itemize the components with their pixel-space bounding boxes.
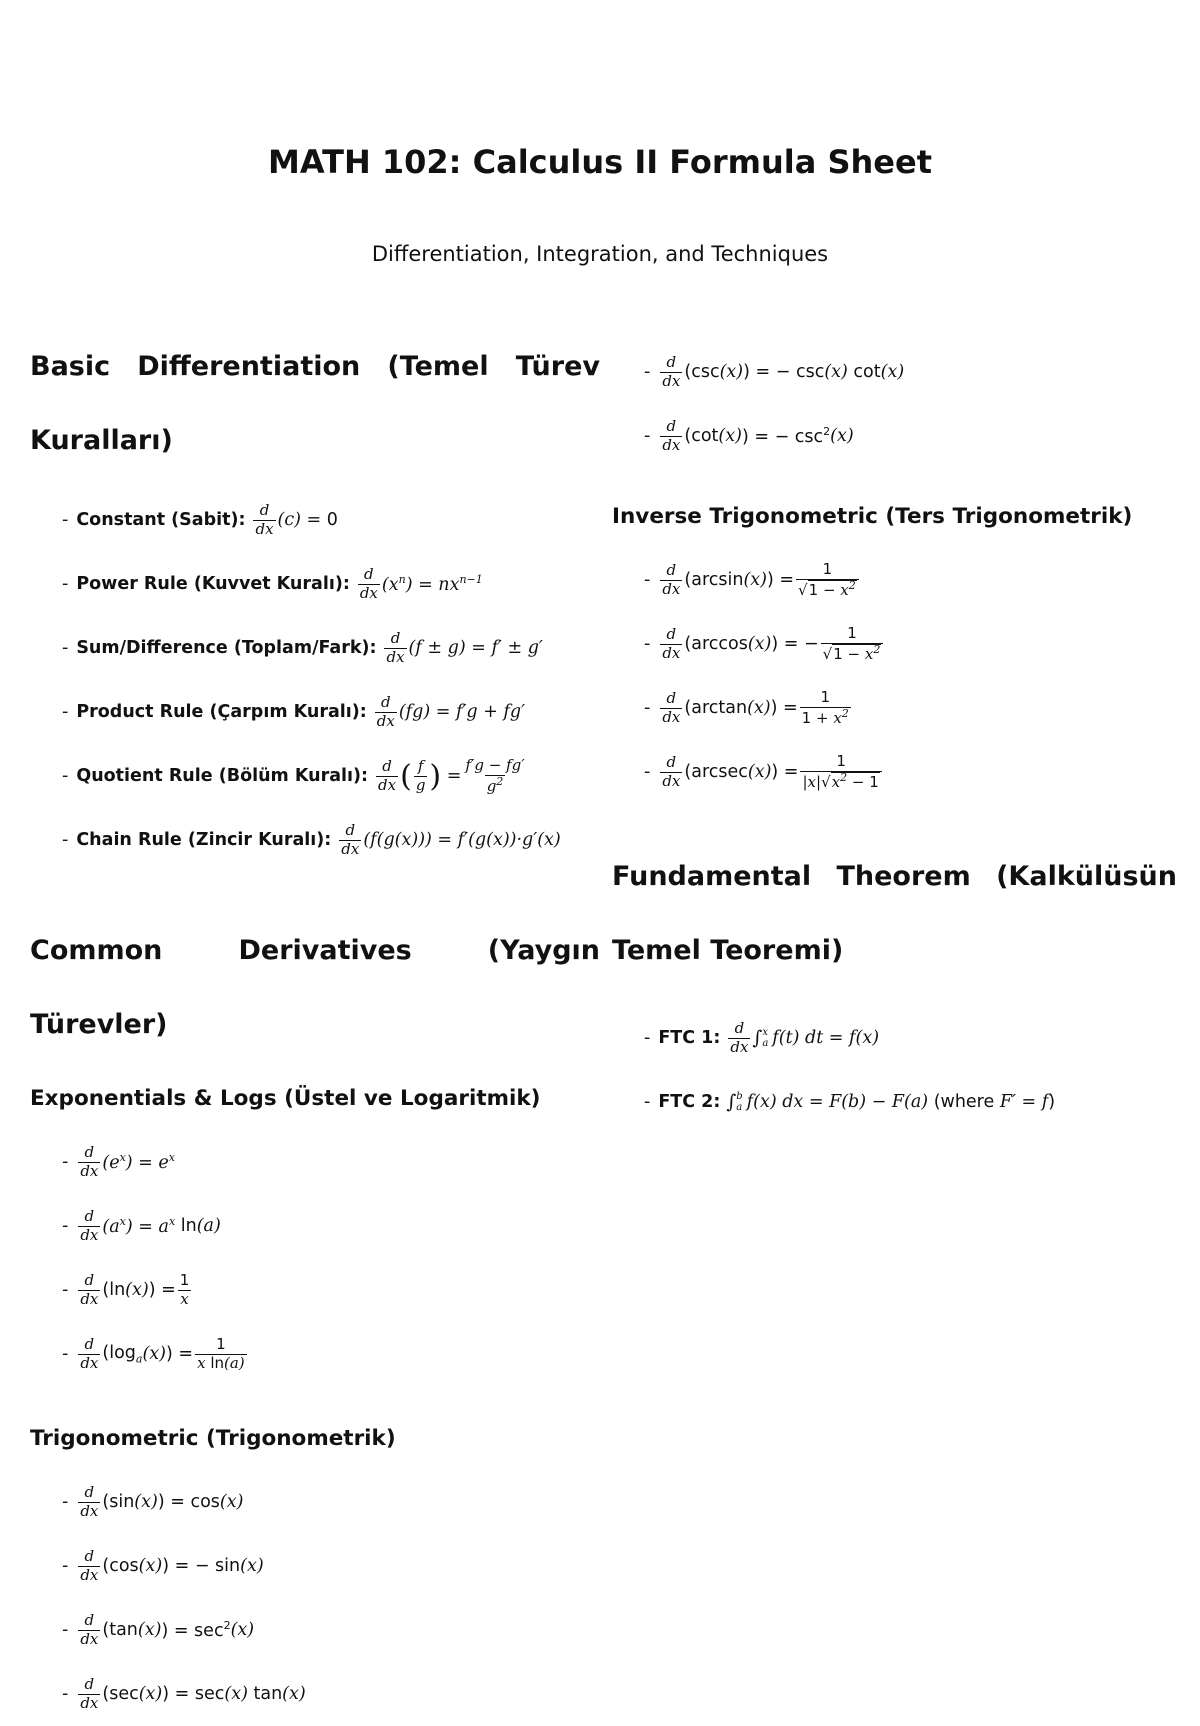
list-item: - $\frac{d}{dx}$ (arcsec (x) ) = $\frac{1}{|x|√x^2 - 1}$	[644, 740, 1177, 804]
exponential-rules-list	[30, 1130, 600, 1386]
list-item: - Quotient Rule (Bölüm Kuralı): $\frac{d}{dx}$ ( $\frac{f}{g}$ ) = $\frac{f'g - fg'}{g^2}$	[62, 756, 525, 795]
list-item: - Product Rule (Çarpım Kuralı): $\frac{d}{dx}$ (fg) = f′g + fg′	[62, 693, 526, 730]
right-column	[612, 340, 1177, 1134]
section-heading-fundamental-theorem: Fundamental Theorem (Kalkülüsün Temel Teoremi)	[612, 861, 1177, 966]
section-heading-common-derivatives: Common Derivatives (Yaygın Türevler)	[30, 935, 600, 1040]
page-subtitle: Differentiation, Integration, and Techniques	[371, 242, 829, 266]
basic-rules-list	[30, 488, 600, 872]
list-item: - $\frac{d}{dx}$ (arccos (x) ) = − $\frac{1}{√1 - x^2}$	[644, 612, 1177, 676]
list-item: - FTC 1: $\frac{d}{dx}$ ∫ x a f(t) dt = f(x)	[644, 1019, 880, 1056]
rule-label: Constant (Sabit):	[76, 510, 246, 530]
list-item: - $\frac{d}{dx}$ (cos (x) ) = − sin (x)	[62, 1547, 264, 1584]
list-item: - $\frac{d}{dx}$ (arcsin (x) ) = $\frac{1}{√1 - x^2}$	[644, 548, 1177, 612]
list-item: - Power Rule (Kuvvet Kuralı): $\frac{d}{dx}$ $(x^n) = nx^{n-1}$	[62, 565, 483, 602]
list-item: - $\frac{d}{dx}$ (sec (x) ) = sec (x) tan (x)	[62, 1675, 306, 1712]
list-item: - $\frac{d}{dx}$ (tan (x) ) = $\sec^2$ (x)	[62, 1611, 255, 1648]
list-item: - $\frac{d}{dx}$ $(e^x) = e^x$	[62, 1143, 175, 1180]
rule-label: Sum/Difference (Toplam/Fark):	[76, 638, 377, 658]
rule-label: Quotient Rule (Bölüm Kuralı):	[76, 766, 369, 786]
subsection-heading-exponentials: Exponentials & Logs (Üstel ve Logaritmik)	[30, 1086, 541, 1111]
list-item: - Chain Rule (Zincir Kuralı): $\frac{d}{dx}$ (f(g(x))) = f′(g(x))·g′(x)	[62, 821, 561, 858]
rule-label: Power Rule (Kuvvet Kuralı):	[76, 574, 350, 594]
rule-label: Chain Rule (Zincir Kuralı):	[76, 830, 332, 850]
list-item: - $\frac{d}{dx}$ (csc (x) ) = − csc (x) cot (x)	[644, 353, 905, 390]
inverse-trig-rules-list	[612, 548, 1177, 804]
list-item: - $\frac{d}{dx}$ $(a^x) = a^x$ ln (a)	[62, 1207, 221, 1244]
ftc2-label: FTC 2:	[658, 1092, 721, 1112]
rule-label: Product Rule (Çarpım Kuralı):	[76, 702, 367, 722]
list-item: - $\frac{d}{dx}$ (ln (x) ) = $\frac{1}{x}$	[62, 1271, 190, 1308]
trig-rules-list-continued	[612, 340, 1177, 468]
left-column	[30, 330, 600, 1726]
ftc-list	[612, 1006, 1177, 1134]
ftc1-label: FTC 1:	[658, 1028, 721, 1048]
section-heading-basic-differentiation: Basic Differentiation (Temel Türev Kuralları)	[30, 351, 600, 456]
list-item: - $\frac{d}{dx}$ (sin (x) ) = cos (x)	[62, 1483, 244, 1520]
ftc2-note: (where	[933, 1092, 995, 1112]
subsection-heading-trigonometric: Trigonometric (Trigonometrik)	[30, 1426, 396, 1451]
list-item: - Sum/Difference (Toplam/Fark): $\frac{d}{dx}$ (f ± g) = f′ ± g′	[62, 629, 543, 666]
trig-rules-list	[30, 1470, 600, 1726]
list-item: - FTC 2: ∫ b a f(x) dx = F(b) − F(a) (where F′ = f )	[644, 1091, 1056, 1113]
list-item: - $\frac{d}{dx}$ (cot (x) ) = − $\csc^2$ (x)	[644, 417, 854, 454]
page-title: MATH 102: Calculus II Formula Sheet	[268, 143, 932, 181]
subsection-heading-inverse-trig: Inverse Trigonometric (Ters Trigonometrik)	[612, 504, 1133, 529]
list-item: - $\frac{d}{dx}$ ($\log_a$ (x) ) = $\frac{1}{\text{x ln(a)}}$	[62, 1335, 245, 1372]
list-item: - $\frac{d}{dx}$ (arctan (x) ) = $\frac{1}{1 + x^2}$	[644, 688, 849, 727]
list-item: - Constant (Sabit): $\frac{d}{dx}$ (c) = 0	[62, 501, 338, 538]
